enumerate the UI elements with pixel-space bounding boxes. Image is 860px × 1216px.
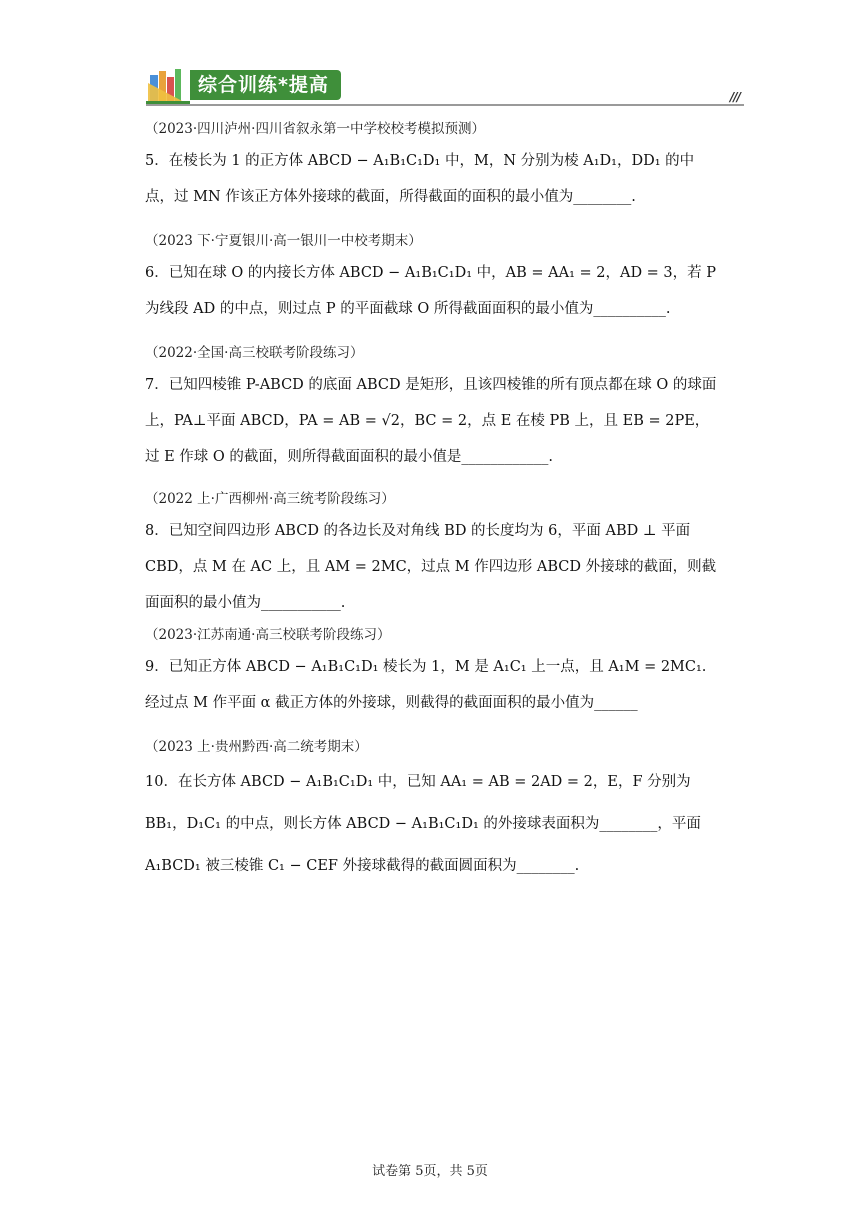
stationery-icon [146, 65, 190, 105]
problem-7 [145, 341, 717, 475]
problem-text: 6．已知在球 O 的内接长方体 ABCD − A₁B₁C₁D₁ 中，AB = AA₁ = 2，AD = 3，若 P 为线段 AD 的中点，则过点 P 的平面截球 O 所得截面面积的最小值为__________. [145, 265, 717, 317]
problem-source: （2023·四川泸州·四川省叙永第一中学校校考模拟预测） [145, 121, 485, 137]
problem-source: （2023 下·宁夏银川·高一银川一中校考期末） [145, 233, 422, 249]
problem-10 [145, 735, 717, 887]
problem-text: 10．在长方体 ABCD − A₁B₁C₁D₁ 中，已知 AA₁ = AB = 2AD = 2，E，F 分别为 BB₁，D₁C₁ 的中点，则长方体 ABCD − A₁B₁C₁D₁ 的外接球表面积为________，平面 A₁BCD₁ 被三棱锥 C₁ − CEF 外接球截得的截面圆面积为________. [145, 774, 701, 874]
problem-source: （2022·全国·高三校联考阶段练习） [145, 345, 364, 361]
problem-6 [145, 229, 717, 327]
problem-text: 7．已知四棱锥 P-ABCD 的底面 ABCD 是矩形，且该四棱锥的所有顶点都在球 O 的球面上，PA⊥平面 ABCD，PA = AB = √2，BC = 2，点 E 在棱 PB 上，且 EB = 2PE，过 E 作球 O 的截面，则所得截面面积的最小值是____________. [145, 377, 717, 465]
section-header [146, 62, 746, 106]
problem-5 [145, 117, 717, 215]
problem-text: 9．已知正方体 ABCD − A₁B₁C₁D₁ 棱长为 1，M 是 A₁C₁ 上一点，且 A₁M = 2MC₁.经过点 M 作平面 α 截正方体的外接球，则截得的截面面积的最小值为______ [145, 659, 707, 711]
header-corner-mark: /// [729, 90, 740, 104]
problem-source: （2022 上·广西柳州·高三统考阶段练习） [145, 491, 395, 507]
header-divider [146, 104, 744, 106]
problem-8 [145, 487, 717, 621]
section-banner [146, 68, 341, 102]
problem-text: 8．已知空间四边形 ABCD 的各边长及对角线 BD 的长度均为 6，平面 ABD ⊥ 平面 CBD，点 M 在 AC 上，且 AM = 2MC，过点 M 作四边形 ABCD 外接球的截面，则截面面积的最小值为___________. [145, 523, 717, 611]
problem-source: （2023 上·贵州黔西·高二统考期末） [145, 739, 368, 755]
section-title: 综合训练*提高 [190, 70, 341, 100]
problem-9 [145, 623, 717, 721]
problem-source: （2023·江苏南通·高三校联考阶段练习） [145, 627, 391, 643]
page-footer: 试卷第 5页，共 5页 [372, 1164, 488, 1179]
problem-text: 5．在棱长为 1 的正方体 ABCD − A₁B₁C₁D₁ 中，M，N 分别为棱 A₁D₁，DD₁ 的中点，过 MN 作该正方体外接球的截面，所得截面的面积的最小值为________. [145, 153, 695, 205]
